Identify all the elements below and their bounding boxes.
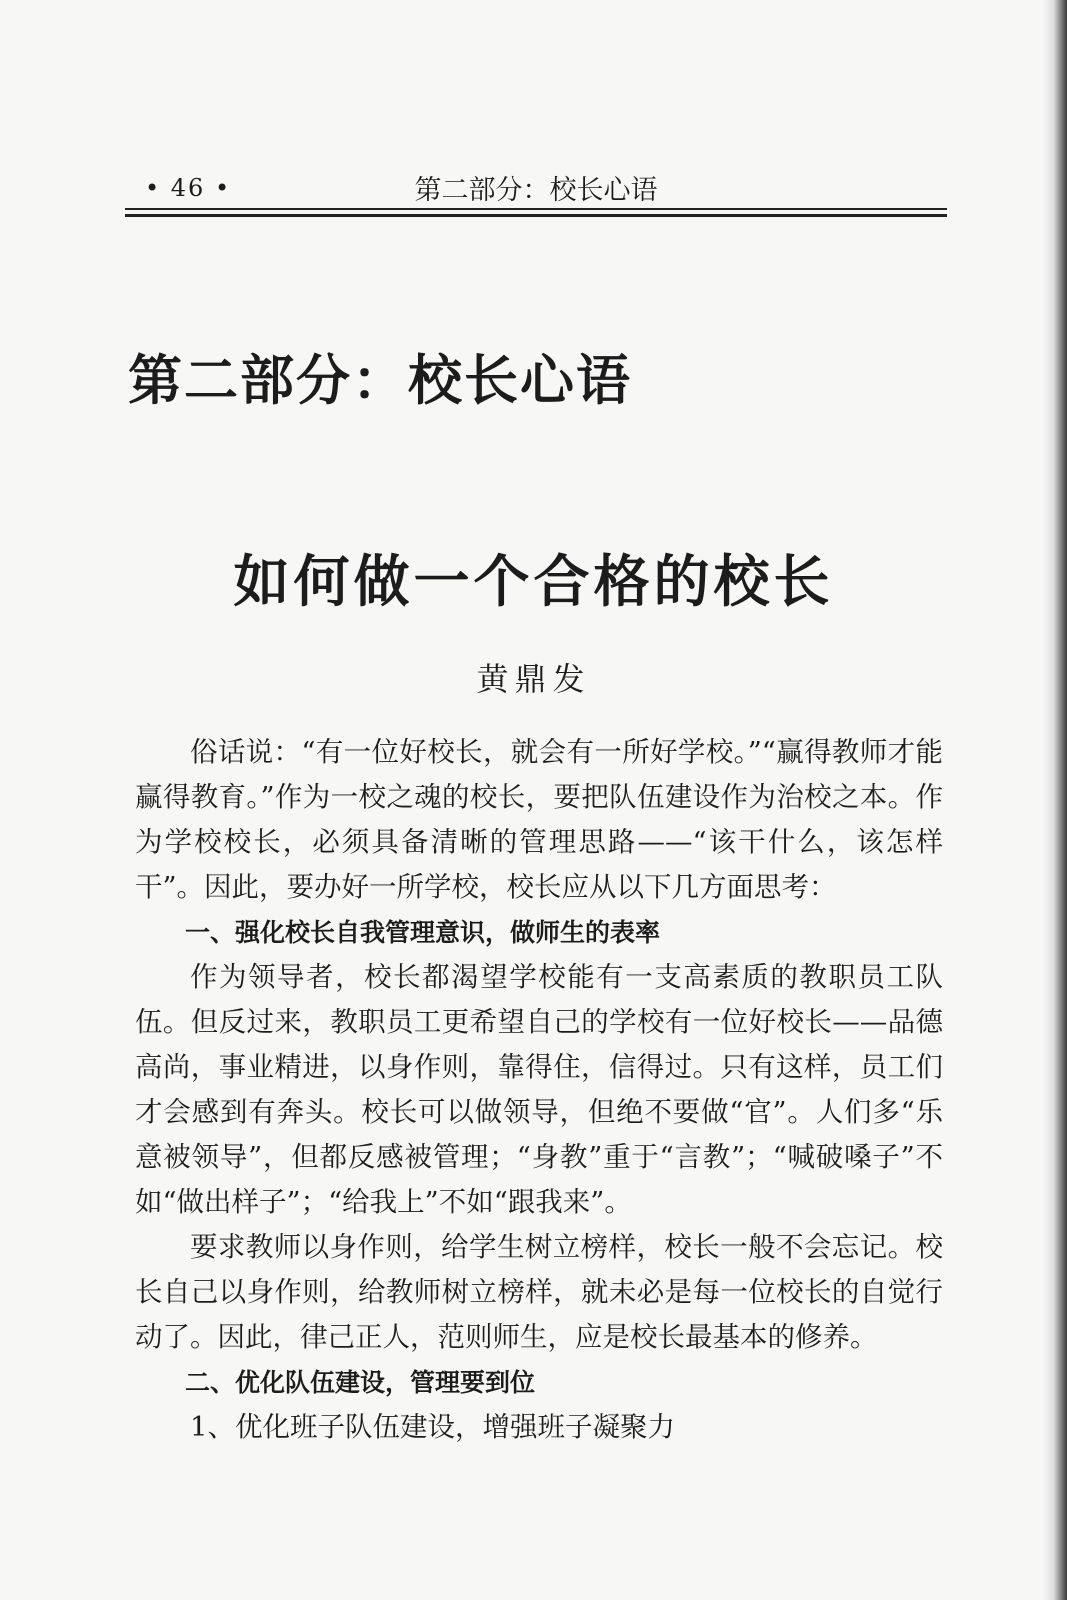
page-edge-shadow <box>1043 0 1067 1600</box>
page-number: • 46 • <box>145 174 232 202</box>
part-title: 第二部分：校长心语 <box>128 349 632 412</box>
running-header <box>125 168 947 208</box>
article-body <box>135 730 943 1450</box>
section-heading: 二、优化队伍建设，管理要到位 <box>185 1368 536 1397</box>
header-rule-thick <box>125 214 947 217</box>
paragraph: 俗话说：“有一位好校长，就会有一所好学校。”“赢得教师才能赢得教育。”作为一校之魂的校长，要把队伍建设作为治校之本。作为学校校长，必须具备清晰的管理思路——“该干什么，该怎样干”。因此，要办好一所学校，校长应从以下几方面思考： <box>135 736 943 903</box>
paragraph: 作为领导者，校长都渴望学校能有一支高素质的教职员工队伍。但反过来，教职员工更希望自己的学校有一位好校长——品德高尚，事业精进，以身作则，靠得住，信得过。只有这样，员工们才会感到有奔头。校长可以做领导，但绝不要做“官”。人们多“乐意被领导”，但都反感被管理；“身教”重于“言教”；“喊破嗓子”不如“做出样子”；“给我上”不如“跟我来”。 <box>135 961 943 1218</box>
paragraph: 要求教师以身作则，给学生树立榜样，校长一般不会忘记。校长自己以身作则，给教师树立榜样，就未必是每一位校长的自觉行动了。因此，律己正人，范则师生，应是校长最基本的修养。 <box>135 1231 943 1353</box>
author-name: 黄鼎发 <box>476 660 591 698</box>
running-title: 第二部分：校长心语 <box>414 175 658 206</box>
section-heading: 一、强化校长自我管理意识，做师生的表率 <box>185 918 661 947</box>
article-title: 如何做一个合格的校长 <box>233 549 834 615</box>
header-rule-thin <box>125 208 947 210</box>
paragraph: 1、优化班子队伍建设，增强班子凝聚力 <box>190 1411 675 1443</box>
